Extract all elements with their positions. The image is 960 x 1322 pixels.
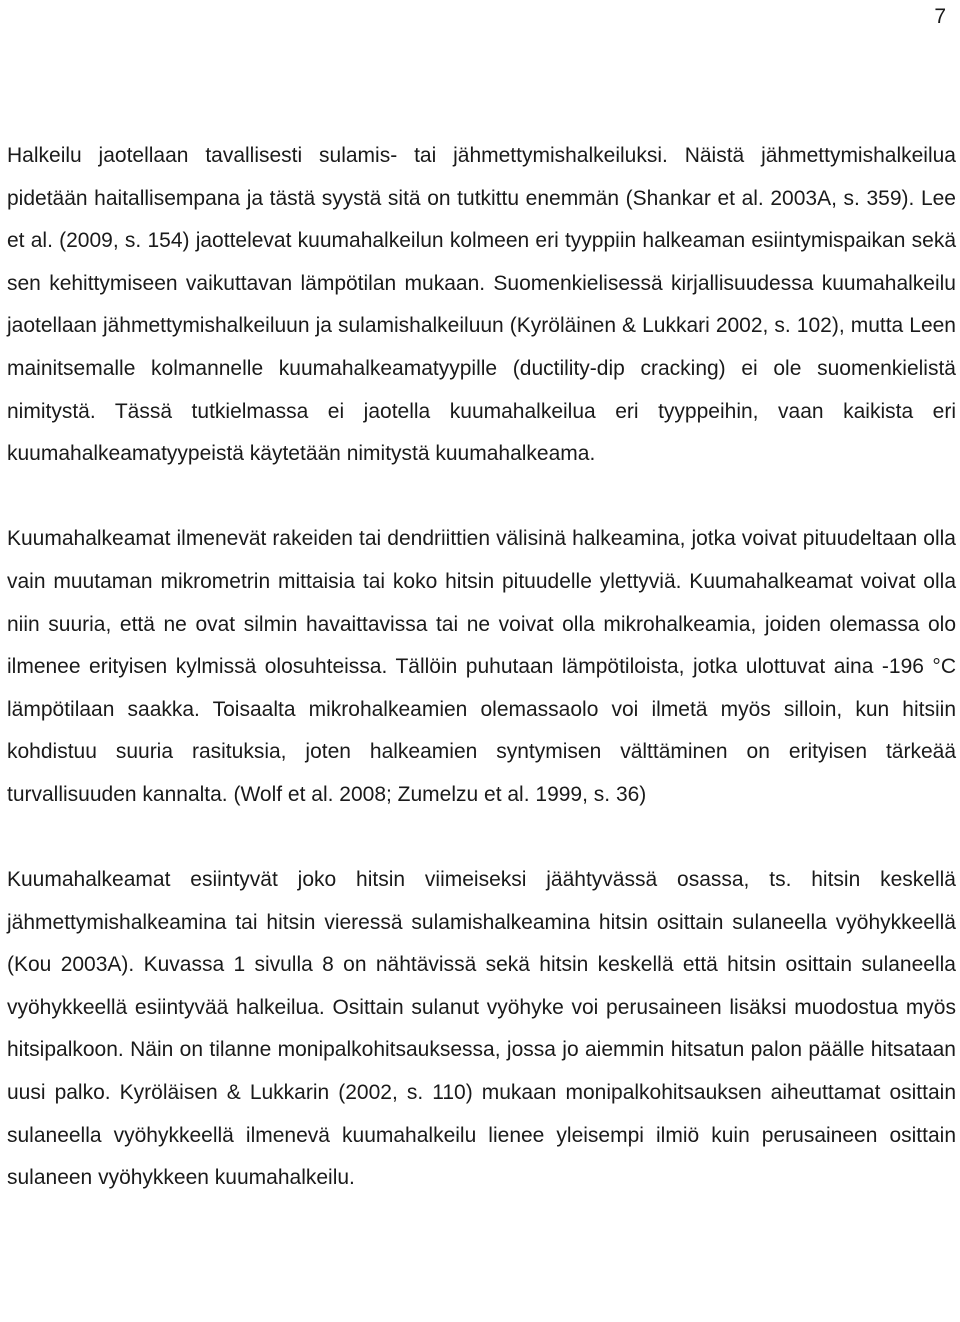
paragraph-hot-crack-location: Kuumahalkeamat esiintyvät joko hitsin viimeiseksi jäähtyvässä osassa, ts. hitsin keskellä jähmettymishalkeamina tai hitsin vieressä sulamishalkeamina hitsin osittain sulaneella vyöhykkeellä (Kou 2003A). Kuvassa 1 sivulla 8 on nähtävissä sekä hitsin keskellä että hitsin osittain sulaneella vyöhykkeellä esiintyvää halkeilua. Osittain sulanut vyöhyke voi perusaineen lisäksi muodostua myös hitsipalkoon. Näin on tilanne monipalkohitsauksessa, jossa jo aiemmin hitsatun palon päälle hitsataan uusi palko. Kyröläisen & Lukkarin (2002, s. 110) mukaan monipalkohitsauksen aiheuttamat osittain sulaneella vyöhykkeellä ilmenevä kuumahalkeilu lienee yleisempi ilmiö kuin perusaineen osittain sulaneen vyöhykkeen kuumahalkeilu. — [7, 868, 956, 1190]
document-body — [7, 135, 956, 1200]
paragraph-hot-crack-appearance: Kuumahalkeamat ilmenevät rakeiden tai dendriittien välisinä halkeamina, jotka voivat pituudeltaan olla vain muutaman mikrometrin mittaisia tai koko hitsin pituudelle ylettyviä. Kuumahalkeamat voivat olla niin suuria, että ne ovat silmin havaittavissa tai ne voivat olla mikrohalkeamia, joiden olemassa olo ilmenee erityisen kylmissä olosuhteissa. Tällöin puhutaan lämpötiloista, jotka ulottuvat aina -196 °C lämpötilaan saakka. Toisaalta mikrohalkeamien olemassaolo voi ilmetä myös silloin, kun hitsiin kohdistuu suuria rasituksia, joten halkeamien syntymisen välttäminen on erityisen tärkeää turvallisuuden kannalta. (Wolf et al. 2008; Zumelzu et al. 1999, s. 36) — [7, 527, 956, 806]
page-number: 7 — [934, 5, 946, 28]
paragraph-hot-cracking-classification: Halkeilu jaotellaan tavallisesti sulamis- tai jähmettymishalkeiluksi. Näistä jähmettymishalkeilua pidetään haitallisempana ja tästä syystä sitä on tutkittu enemmän (Shankar et al. 2003A, s. 359). Lee et al. (2009, s. 154) jaottelevat kuumahalkeilun kolmeen eri tyyppiin halkeaman esiintymispaikan sekä sen kehittymiseen vaikuttavan lämpötilan mukaan. Suomenkielisessä kirjallisuudessa kuumahalkeilu jaotellaan jähmettymishalkeiluun ja sulamishalkeiluun (Kyröläinen & Lukkari 2002, s. 102), mutta Leen mainitsemalle kolmannelle kuumahalkeamatyypille (ductility-dip cracking) ei ole suomenkielistä nimitystä. Tässä tutkielmassa ei jaotella kuumahalkeilua eri tyyppeihin, vaan kaikista eri kuumahalkeamatyypeistä käytetään nimitystä kuumahalkeama. — [7, 144, 956, 466]
